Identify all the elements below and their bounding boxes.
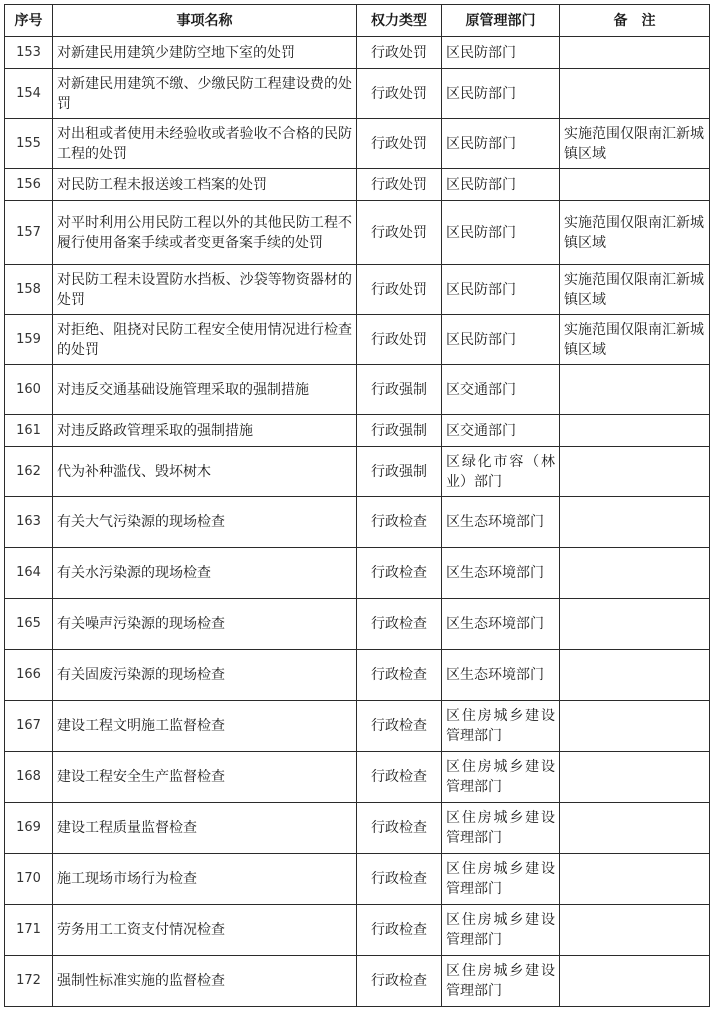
cell-name: 对民防工程未报送竣工档案的处罚 [53, 169, 357, 201]
cell-type: 行政检查 [357, 548, 442, 599]
table-row [5, 650, 710, 701]
cell-name: 有关固废污染源的现场检查 [53, 650, 357, 701]
cell-no: 155 [5, 119, 53, 169]
cell-note [560, 447, 710, 497]
cell-name: 建设工程安全生产监督检查 [53, 752, 357, 803]
cell-dept: 区民防部门 [442, 37, 560, 69]
cell-name: 建设工程质量监督检查 [53, 803, 357, 854]
cell-no: 158 [5, 265, 53, 315]
table-row [5, 447, 710, 497]
cell-no: 171 [5, 905, 53, 956]
cell-note [560, 599, 710, 650]
table-row [5, 548, 710, 599]
table-row [5, 599, 710, 650]
cell-no: 163 [5, 497, 53, 548]
cell-type: 行政处罚 [357, 69, 442, 119]
cell-name: 有关噪声污染源的现场检查 [53, 599, 357, 650]
cell-name: 对新建民用建筑少建防空地下室的处罚 [53, 37, 357, 69]
cell-note [560, 752, 710, 803]
cell-dept: 区民防部门 [442, 201, 560, 265]
cell-type: 行政检查 [357, 752, 442, 803]
table-row [5, 315, 710, 365]
cell-dept: 区住房城乡建设管理部门 [442, 752, 560, 803]
header-dept: 原管理部门 [442, 5, 560, 37]
table-row [5, 905, 710, 956]
cell-note: 实施范围仅限南汇新城镇区域 [560, 119, 710, 169]
cell-note: 实施范围仅限南汇新城镇区域 [560, 201, 710, 265]
table-row [5, 37, 710, 69]
cell-note: 实施范围仅限南汇新城镇区域 [560, 265, 710, 315]
cell-type: 行政强制 [357, 365, 442, 415]
cell-type: 行政处罚 [357, 265, 442, 315]
cell-no: 166 [5, 650, 53, 701]
cell-name: 代为补种滥伐、毁坏树木 [53, 447, 357, 497]
cell-note [560, 650, 710, 701]
cell-type: 行政处罚 [357, 37, 442, 69]
cell-name: 对平时利用公用民防工程以外的其他民防工程不履行使用备案手续或者变更备案手续的处罚 [53, 201, 357, 265]
cell-name: 对民防工程未设置防水挡板、沙袋等物资器材的处罚 [53, 265, 357, 315]
cell-type: 行政强制 [357, 415, 442, 447]
cell-type: 行政检查 [357, 803, 442, 854]
cell-type: 行政处罚 [357, 201, 442, 265]
cell-name: 有关水污染源的现场检查 [53, 548, 357, 599]
cell-no: 160 [5, 365, 53, 415]
cell-dept: 区生态环境部门 [442, 548, 560, 599]
cell-name: 有关大气污染源的现场检查 [53, 497, 357, 548]
cell-type: 行政检查 [357, 650, 442, 701]
cell-dept: 区生态环境部门 [442, 650, 560, 701]
cell-type: 行政检查 [357, 854, 442, 905]
cell-dept: 区民防部门 [442, 169, 560, 201]
cell-note [560, 497, 710, 548]
cell-no: 154 [5, 69, 53, 119]
cell-dept: 区交通部门 [442, 415, 560, 447]
cell-no: 165 [5, 599, 53, 650]
cell-type: 行政检查 [357, 956, 442, 1007]
cell-type: 行政检查 [357, 701, 442, 752]
cell-dept: 区生态环境部门 [442, 497, 560, 548]
cell-type: 行政检查 [357, 497, 442, 548]
table-row [5, 854, 710, 905]
cell-note: 实施范围仅限南汇新城镇区域 [560, 315, 710, 365]
cell-name: 建设工程文明施工监督检查 [53, 701, 357, 752]
table-row [5, 365, 710, 415]
cell-dept: 区生态环境部门 [442, 599, 560, 650]
header-no: 序号 [5, 5, 53, 37]
cell-dept: 区交通部门 [442, 365, 560, 415]
cell-dept: 区民防部门 [442, 265, 560, 315]
cell-no: 168 [5, 752, 53, 803]
cell-note [560, 169, 710, 201]
cell-type: 行政处罚 [357, 119, 442, 169]
cell-no: 164 [5, 548, 53, 599]
table-row [5, 497, 710, 548]
table-row [5, 201, 710, 265]
cell-name: 劳务用工工资支付情况检查 [53, 905, 357, 956]
cell-note [560, 854, 710, 905]
cell-type: 行政强制 [357, 447, 442, 497]
cell-name: 对拒绝、阻挠对民防工程安全使用情况进行检查的处罚 [53, 315, 357, 365]
cell-no: 153 [5, 37, 53, 69]
cell-note [560, 803, 710, 854]
cell-note [560, 548, 710, 599]
cell-note [560, 365, 710, 415]
cell-dept: 区民防部门 [442, 315, 560, 365]
cell-no: 159 [5, 315, 53, 365]
cell-note [560, 415, 710, 447]
cell-type: 行政处罚 [357, 315, 442, 365]
cell-dept: 区住房城乡建设管理部门 [442, 905, 560, 956]
cell-type: 行政处罚 [357, 169, 442, 201]
header-type: 权力类型 [357, 5, 442, 37]
cell-dept: 区民防部门 [442, 119, 560, 169]
cell-name: 对违反路政管理采取的强制措施 [53, 415, 357, 447]
header-name: 事项名称 [53, 5, 357, 37]
cell-no: 172 [5, 956, 53, 1007]
cell-dept: 区住房城乡建设管理部门 [442, 701, 560, 752]
cell-no: 156 [5, 169, 53, 201]
table-row [5, 803, 710, 854]
cell-no: 167 [5, 701, 53, 752]
table-row [5, 119, 710, 169]
cell-name: 施工现场市场行为检查 [53, 854, 357, 905]
table-row [5, 169, 710, 201]
cell-dept: 区绿化市容（林业）部门 [442, 447, 560, 497]
cell-no: 170 [5, 854, 53, 905]
cell-note [560, 69, 710, 119]
cell-type: 行政检查 [357, 905, 442, 956]
cell-type: 行政检查 [357, 599, 442, 650]
cell-no: 162 [5, 447, 53, 497]
cell-no: 157 [5, 201, 53, 265]
cell-note [560, 956, 710, 1007]
cell-dept: 区住房城乡建设管理部门 [442, 854, 560, 905]
table-row [5, 956, 710, 1007]
table-row [5, 415, 710, 447]
cell-dept: 区住房城乡建设管理部门 [442, 956, 560, 1007]
document-page [4, 4, 709, 1007]
cell-note [560, 701, 710, 752]
cell-note [560, 37, 710, 69]
table-row [5, 69, 710, 119]
table-row [5, 752, 710, 803]
header-note: 备 注 [560, 5, 710, 37]
cell-name: 对违反交通基础设施管理采取的强制措施 [53, 365, 357, 415]
cell-name: 强制性标准实施的监督检查 [53, 956, 357, 1007]
cell-name: 对出租或者使用未经验收或者验收不合格的民防工程的处罚 [53, 119, 357, 169]
cell-name: 对新建民用建筑不缴、少缴民防工程建设费的处罚 [53, 69, 357, 119]
cell-dept: 区住房城乡建设管理部门 [442, 803, 560, 854]
table-row [5, 265, 710, 315]
cell-no: 161 [5, 415, 53, 447]
header-row [5, 5, 710, 37]
powers-table [4, 4, 710, 1007]
table-row [5, 701, 710, 752]
cell-dept: 区民防部门 [442, 69, 560, 119]
cell-no: 169 [5, 803, 53, 854]
cell-note [560, 905, 710, 956]
